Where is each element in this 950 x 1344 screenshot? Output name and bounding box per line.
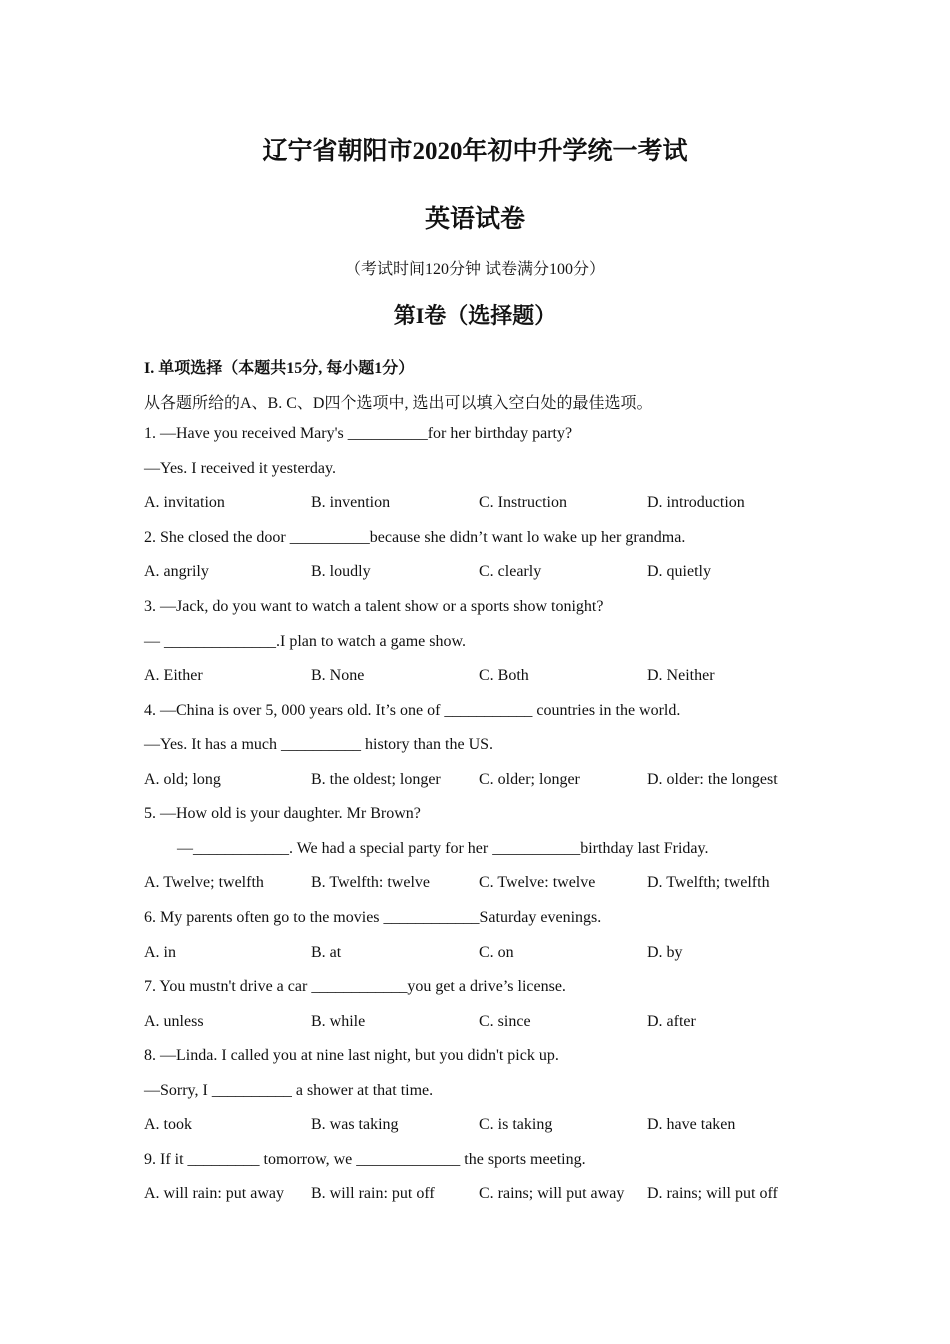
question-4-option-a: A. old; long bbox=[144, 771, 221, 788]
question-4-option-b: B. the oldest; longer bbox=[311, 771, 441, 788]
question-1-option-a: A. invitation bbox=[144, 494, 225, 511]
question-4-option-d: D. older: the longest bbox=[647, 771, 778, 788]
volume-title: 第I卷（选择题） bbox=[393, 303, 557, 328]
question-1-line-2: —Yes. I received it yesterday. bbox=[144, 460, 336, 477]
question-3-line-1: 3. —Jack, do you want to watch a talent show or a sports show tonight? bbox=[144, 598, 604, 615]
question-3-option-b: B. None bbox=[311, 667, 365, 684]
question-8-line-1: 8. —Linda. I called you at nine last night, but you didn't pick up. bbox=[144, 1047, 559, 1064]
question-3-line-2: — ______________.I plan to watch a game show. bbox=[144, 633, 467, 650]
question-5-line-1: 5. —How old is your daughter. Mr Brown? bbox=[144, 805, 421, 822]
question-2-option-a: A. angrily bbox=[144, 563, 209, 580]
question-7-option-b: B. while bbox=[311, 1013, 366, 1030]
question-5-option-d: D. Twelfth; twelfth bbox=[647, 874, 770, 891]
question-4-line-1: 4. —China is over 5, 000 years old. It’s one of ___________ countries in the world. bbox=[144, 702, 681, 719]
question-7-line-1: 7. You mustn't drive a car ____________you get a drive’s license. bbox=[144, 978, 566, 995]
exam-info: （考试时间120分钟 试卷满分100分） bbox=[344, 261, 605, 278]
question-3-option-a: A. Either bbox=[144, 667, 203, 684]
question-8-option-a: A. took bbox=[144, 1116, 192, 1133]
section-instruction: 从各题所给的A、B. C、D四个选项中, 选出可以填入空白处的最佳选项。 bbox=[144, 395, 653, 412]
question-6-line-1: 6. My parents often go to the movies ____________Saturday evenings. bbox=[144, 909, 602, 926]
question-6-option-c: C. on bbox=[479, 944, 514, 961]
exam-title: 辽宁省朝阳市2020年初中升学统一考试 bbox=[262, 138, 688, 165]
question-3-option-d: D. Neither bbox=[647, 667, 715, 684]
question-1-option-c: C. Instruction bbox=[479, 494, 567, 511]
question-2-line-1: 2. She closed the door __________because she didn’t want lo wake up her grandma. bbox=[144, 529, 686, 546]
question-5-line-2: —____________. We had a special party for her ___________birthday last Friday. bbox=[177, 840, 709, 857]
question-9-option-b: B. will rain: put off bbox=[311, 1185, 435, 1202]
question-6-option-d: D. by bbox=[647, 944, 683, 961]
section-heading: I. 单项选择（本题共15分, 每小题1分） bbox=[144, 360, 415, 377]
question-4-option-c: C. older; longer bbox=[479, 771, 580, 788]
question-7-option-d: D. after bbox=[647, 1013, 696, 1030]
question-3-option-c: C. Both bbox=[479, 667, 529, 684]
question-9-option-c: C. rains; will put away bbox=[479, 1185, 625, 1202]
question-6-option-b: B. at bbox=[311, 944, 342, 961]
question-6-option-a: A. in bbox=[144, 944, 176, 961]
question-9-line-1: 9. If it _________ tomorrow, we _____________ the sports meeting. bbox=[144, 1151, 586, 1168]
question-2-option-c: C. clearly bbox=[479, 563, 542, 580]
question-8-option-c: C. is taking bbox=[479, 1116, 553, 1133]
question-5-option-a: A. Twelve; twelfth bbox=[144, 874, 264, 891]
question-8-line-2: —Sorry, I __________ a shower at that time. bbox=[144, 1082, 434, 1099]
question-1-option-d: D. introduction bbox=[647, 494, 745, 511]
question-7-option-c: C. since bbox=[479, 1013, 531, 1030]
question-9-option-a: A. will rain: put away bbox=[144, 1185, 284, 1202]
question-2-option-b: B. loudly bbox=[311, 563, 371, 580]
question-9-option-d: D. rains; will put off bbox=[647, 1185, 778, 1202]
question-1-line-1: 1. —Have you received Mary's __________for her birthday party? bbox=[144, 425, 573, 442]
subject-title: 英语试卷 bbox=[424, 206, 525, 233]
question-2-option-d: D. quietly bbox=[647, 563, 711, 580]
question-8-option-b: B. was taking bbox=[311, 1116, 399, 1133]
question-4-line-2: —Yes. It has a much __________ history than the US. bbox=[144, 736, 494, 753]
question-5-option-b: B. Twelfth: twelve bbox=[311, 874, 431, 891]
question-5-option-c: C. Twelve: twelve bbox=[479, 874, 596, 891]
question-8-option-d: D. have taken bbox=[647, 1116, 736, 1133]
question-1-option-b: B. invention bbox=[311, 494, 391, 511]
question-7-option-a: A. unless bbox=[144, 1013, 204, 1030]
